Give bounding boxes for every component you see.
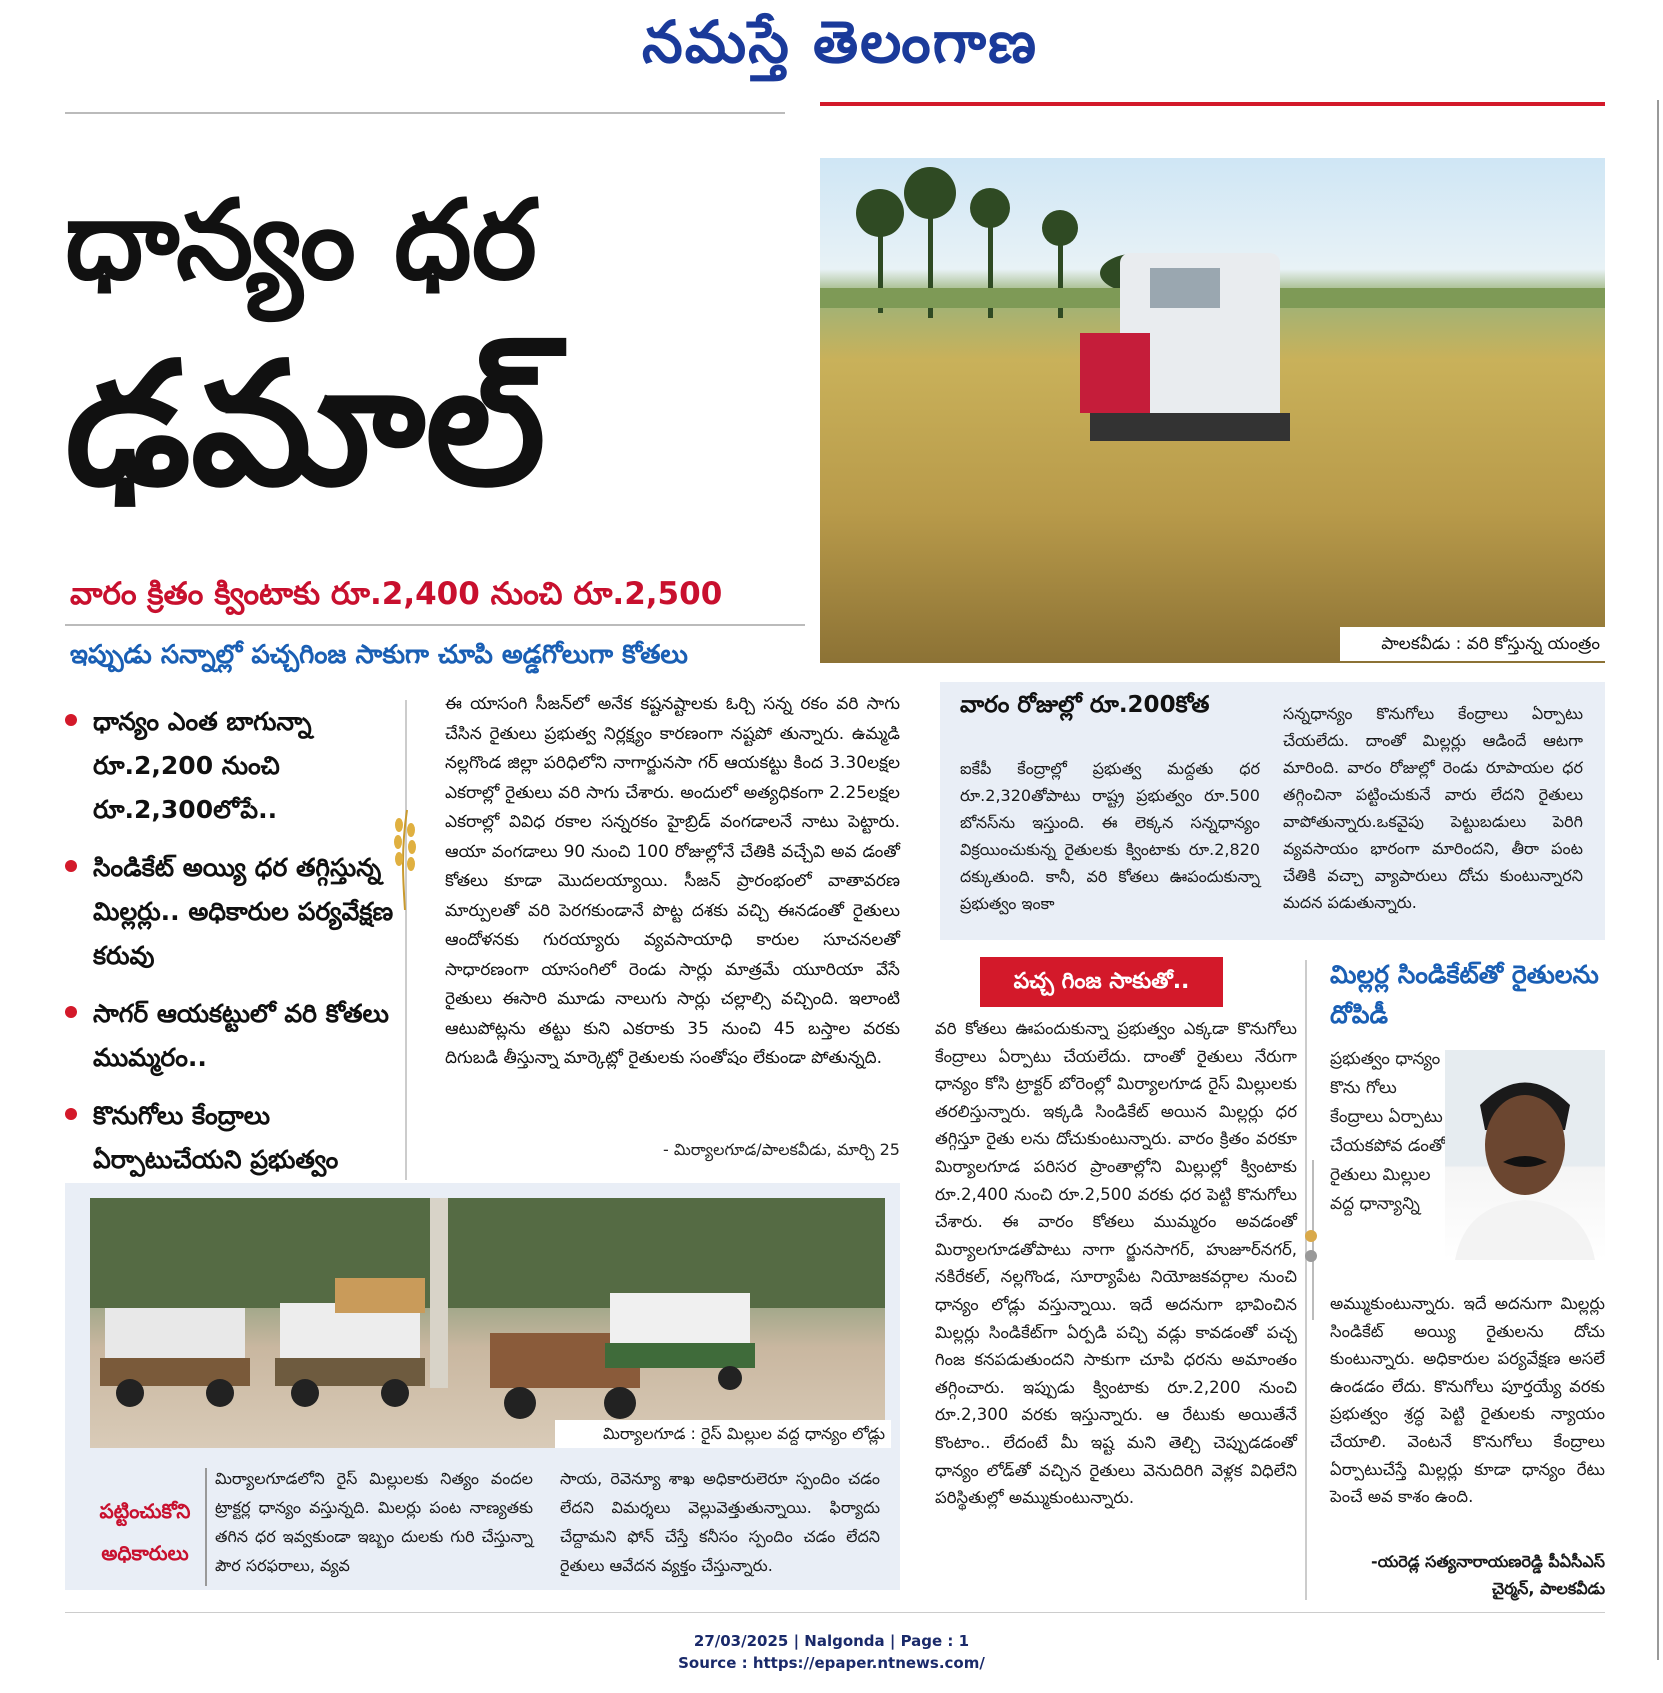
bullet-icon <box>65 714 77 726</box>
bullet-list <box>65 700 395 1196</box>
divider-red <box>820 102 1605 106</box>
box-text-col1: ఐకేపీ కేంద్రాల్లో ప్రభుత్వ మద్దతు ధర రూ.2,320తోపాటు రాష్ట్ర ప్రభుత్వం రూ.500 బోనస్‌ను ఇస్తుంది. ఈ లెక్కన సన్నధాన్యం విక్రయించుకున్న రైతులకు క్వింటాకు రూ.2,820 దక్కుతుంది. కానీ, వరి కోతలు ఊపందుకున్నా ప్రభుత్వం ఇంకా <box>960 759 1260 913</box>
page-footer <box>0 1630 1663 1674</box>
bullet-icon <box>65 1108 77 1120</box>
attribution-name: -యరెడ్ల సత్యనారాయణరెడ్డి పీఏసీఎస్ <box>1371 1552 1605 1571</box>
divider <box>65 1612 1605 1613</box>
person-portrait-icon <box>1445 1050 1605 1260</box>
page-edge-divider <box>1657 100 1659 1660</box>
story-text: వరి కోతలు ఊపందుకున్నా ప్రభుత్వం ఎక్కడా కొనుగోలు కేంద్రాలు ఏర్పాటు చేయలేదు. దాంతో రైతులు నేరుగా ధాన్యం కోసి ట్రాక్టర్ బోరెంల్లో మిర్యాలగూడ రైస్ మిల్లులకు తరలిస్తున్నారు. ఇక్కడి సిండికేట్ అయిన మిల్లర్లు ధర తగ్గిస్తూ రైతు లను దోచుకుంటున్నారు. వారం క్రితం వరకూ మిర్యాలగూడ పరిసర ప్రాంతాల్లోని మిల్లుల్లో క్వింటాకు రూ.2,400 నుంచి రూ.2,500 వరకు ధర పెట్టి కొనుగోలు చేశారు. ఈ వారం కోతలు ముమ్మరం అవడంతో మిర్యాలగూడతోపాటు నాగా ర్జునసాగర్, హుజూర్‌నగర్, నకిరేకల్, నల్లగొండ, సూర్యాపేట నియోజకవర్గాల నుంచి ధాన్యం లోడ్లు వస్తున్నాయి. ఇదే అదనుగా భావించిన మిల్లర్లు సిండికేట్‌గా ఏర్పడి పచ్చి వడ్లు కావడంతో పచ్చ గింజ కనపడుతుందని సాకుగా చూపి ధరను అమాంతం తగ్గించారు. ఇప్పుడు క్వింటాకు రూ.2,200 నుంచి రూ.2,300 వరకు ఇస్తున్నారు. ఆ రేటుకు అయితేనే కొంటాం.. లేదంటే మీ ఇష్ట మని తెల్చి చెప్పుడడంతో ధాన్యం లోడ్‌తో వచ్చిన రైతులు వెనుదిరిగి వెళ్లక విధిలేని పరిస్థితుల్లో అమ్ముకుంటున్నారు. <box>935 1019 1297 1508</box>
quote-heading: మిల్లర్ల సిండికేట్‌తో రైతులను దోపిడీ <box>1330 960 1599 1029</box>
photo-caption: పాలకవీడు : వరి కోస్తున్న యంత్రం <box>1340 627 1606 661</box>
portrait-photo[interactable] <box>1445 1050 1605 1260</box>
main-story-text: ఈ యాసంగి సీజన్‌లో అనేక కష్టనష్టాలకు ఓర్చి సన్న రకం వరి సాగు చేసిన రైతులు ప్రభుత్వ నిర్లక్ష్యం కారణంగా నష్టపో తున్నారు. ఉమ్మడి నల్లగొండ జిల్లా పరిధిలోని నాగార్జునసా గర్ ఆయకట్టు కింద 3.30లక్షల ఎకరాల్లో రైతులు వరి సాగు చేశారు. అందులో అత్యధికంగా 2.25లక్షల ఎకరాల్లో వివిధ రకాల సన్నరకం హైబ్రిడ్ వంగడాలనే నాటు పెట్టారు. ఆయా వంగడాలు 90 నుంచి 100 రోజుల్లోనే చేతికి వచ్చేవి అవ డంతో కోతలు కూడా మొదలయ్యాయి. సీజన్ ప్రారంభంలో వాతావరణ మార్పులతో వరి పెరగకుండానే పొట్ట దశకు వచ్చి ఈనడంతో రైతులు ఆందోళనకు గురయ్యారు వ్యవసాయాధి కారుల సూచనలతో సాధారణంగా యాసంగిలో రెండు సార్లు మాత్రమే యూరియా వేసే రైతులు ఈసారి మూడు నాలుగు సార్లు చల్లాల్సి వచ్చింది. ఇలాంటి ఆటుపోట్లను తట్టు కుని ఎకరాకు 35 నుంచి 45 బస్తాల వరకు దిగుబడి తీస్తున్నా మార్కెట్లో రైతులకు సంతోషం లేకుండా పోతున్నది. <box>445 694 900 1068</box>
harvester-photo[interactable] <box>820 158 1605 663</box>
bullet-icon <box>65 860 77 872</box>
column-divider <box>405 700 407 1180</box>
box-title: వారం రోజుల్లో రూ.200కోత <box>960 692 1210 718</box>
decor-dot-icon <box>1305 1250 1317 1262</box>
quote-attribution <box>1330 1548 1605 1602</box>
list-item: సాగర్ ఆయకట్టులో వరి కోతలు ముమ్మరం.. <box>65 992 395 1080</box>
box-text-col2: సన్నధాన్యం కొనుగోలు కేంద్రాలు ఏర్పాటు చేయలేదు. దాంతో మిల్లర్లు ఆడిందే ఆటగా మారింది. వారం రోజుల్లో రెండు రూపాయల ధర తగ్గించినా పట్టించుకునే వారు లేదని రైతులు వాపోతున్నారు.ఒకవైపు పెట్టుబడులు పెరిగి వ్యవసాయం భారంగా మారిందని, తీరా పంట చేతికి వచ్చా వ్యాపారులు దోచు కుంటున్నారని మదన పడుతున్నారు. <box>1283 704 1583 912</box>
bullet-icon <box>65 1006 77 1018</box>
box-kicker: పట్టించుకోని అధికారులు <box>99 1499 191 1565</box>
masthead-logo: నమస్తే తెలంగాణ <box>642 8 1038 76</box>
harvester-illustration <box>820 158 1605 663</box>
tractors-illustration <box>90 1198 885 1448</box>
quote-text: అమ్ముకుంటున్నారు. ఇదే అదనుగా మిల్లర్లు సిండికేట్ అయ్యి రైతులను దోచు కుంటున్నారు. అధికారుల పర్యవేక్షణ అసలే ఉండడం లేదు. కొనుగోలు పూర్తయ్యే వరకు ప్రభుత్వం శ్రద్ధ పెట్టి రైతులకు న్యాయం చేయాలి. వెంటనే కొనుగోలు కేంద్రాలు ఏర్పాటుచేస్తే మిల్లర్లు కూడా ధాన్యం రేటు పెంచే అవ కాశం ఉంది. <box>1330 1294 1605 1507</box>
headline-line2: ఢమాల్ <box>65 326 546 524</box>
quote-pull-text: ప్రభుత్వం ధాన్యం కొను గోలు కేంద్రాలు ఏర్పాటు చేయకపోవ డంతో రైతులు మిల్లుల వద్ద ధాన్యాన్ని <box>1330 1049 1446 1214</box>
decor-dot-icon <box>1305 1230 1317 1242</box>
tractors-photo[interactable] <box>90 1198 885 1448</box>
list-item: కొనుగోలు కేంద్రాలు ఏర్పాటుచేయని ప్రభుత్వం <box>65 1094 395 1182</box>
paddy-grain-icon <box>385 800 425 910</box>
list-item: సిండికేట్ అయ్యి ధర తగ్గిస్తున్న మిల్లర్లు.. అధికారుల పర్యవేక్షణ కరువు <box>65 846 395 978</box>
dateline: - మిర్యాలగూడ/పాలకవీడు, మార్చి 25 <box>663 1140 900 1159</box>
footer-source-link[interactable]: Source : https://epaper.ntnews.com/ <box>678 1654 985 1672</box>
box-text-col1: మిర్యాలగూడలోని రైస్ మిల్లులకు నిత్యం వందల ట్రాక్టర్ల ధాన్యం వస్తున్నది. మిలర్లు పంట నాణ్యతకు తగిన ధర ఇవ్వకుండా ఇబ్బం దులకు గురి చేస్తున్నా పౌర సరఫరాలు, వ్యవ <box>215 1469 533 1575</box>
subheadline-red: వారం క్రితం క్వింటాకు రూ.2,400 నుంచి రూ.2,500 <box>70 576 723 612</box>
section-label: పచ్చ గింజ సాకుతో.. <box>980 957 1223 1007</box>
divider <box>65 112 785 114</box>
divider <box>65 624 805 626</box>
photo-caption: మిర్యాలగూడ : రైస్ మిల్లుల వద్ద ధాన్యం లోడ్లు <box>555 1420 891 1448</box>
box-text-col2: సాయ, రెవెన్యూ శాఖ అధికారులెరూ స్పందిం చడం లేదని విమర్శలు వెల్లువెత్తుతున్నాయి. ఫిర్యాదు చేద్దామని ఫోన్ చేస్తే కనీసం స్పందిం చడం లేదని రైతులు ఆవేదన వ్యక్తం చేస్తున్నారు. <box>560 1469 880 1575</box>
headline-line1: ధాన్యం ధర <box>65 176 537 304</box>
subheadline-blue: ఇప్పుడు సన్నాల్లో పచ్చగింజ సాకుగా చూపి అడ్డగోలుగా కోతలు <box>70 640 688 670</box>
list-item: ధాన్యం ఎంత బాగున్నా రూ.2,200 నుంచి రూ.2,300లోపే.. <box>65 700 395 832</box>
column-divider <box>205 1468 207 1586</box>
column-divider <box>1305 960 1307 1600</box>
footer-date-edition: 27/03/2025 | Nalgonda | Page : 1 <box>693 1632 970 1650</box>
attribution-title: చైర్మన్, పాలకవీడు <box>1491 1579 1605 1598</box>
